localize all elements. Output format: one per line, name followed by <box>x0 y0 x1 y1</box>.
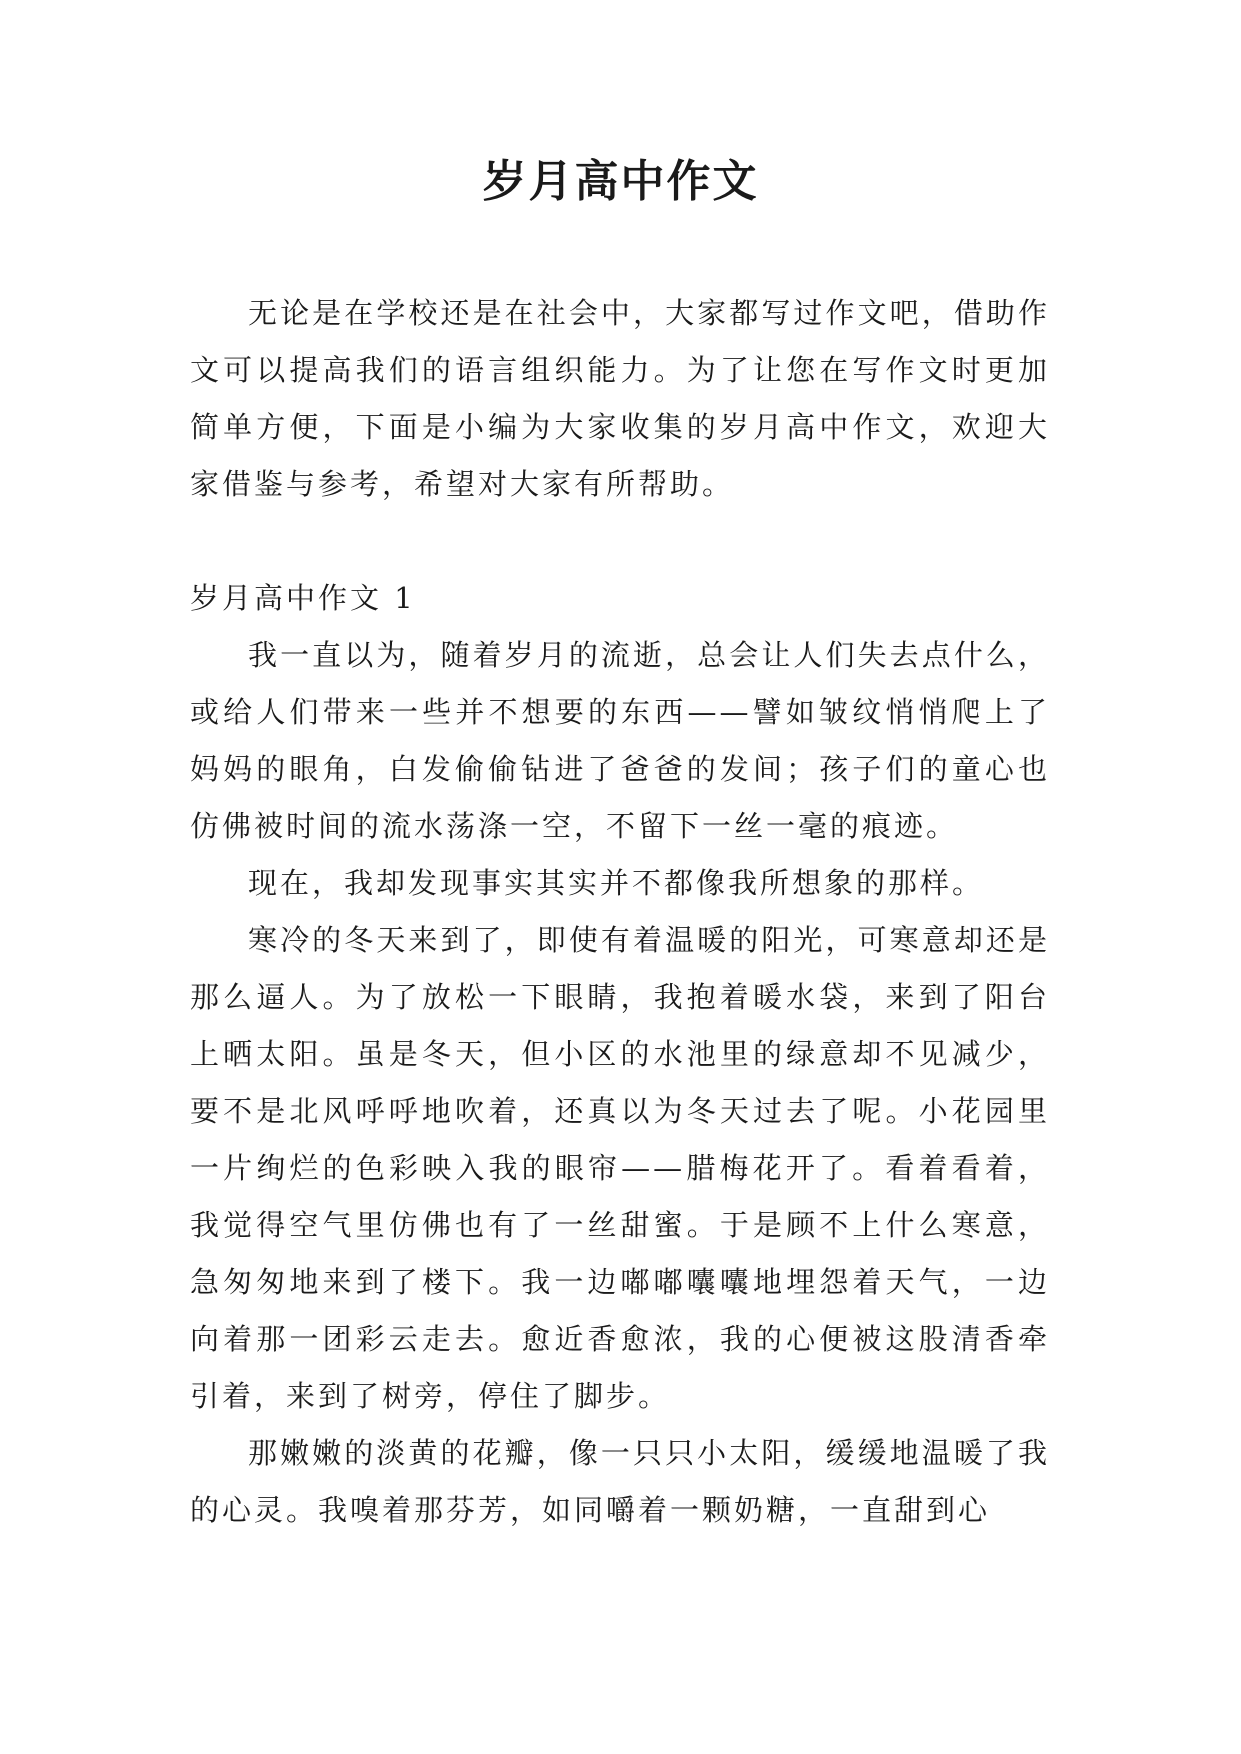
body-paragraph-3: 寒冷的冬天来到了，即使有着温暖的阳光，可寒意却还是那么逼人。为了放松一下眼睛，我抱着暖水袋，来到了阳台上晒太阳。虽是冬天，但小区的水池里的绿意却不见减少，要不是北风呼呼地吹着，还真以为冬天过去了呢。小花园里一片绚烂的色彩映入我的眼帘——腊梅花开了。看着看着，我觉得空气里仿佛也有了一丝甜蜜。于是顾不上什么寒意，急匆匆地来到了楼下。我一边嘟嘟囔囔地埋怨着天气，一边向着那一团彩云走去。愈近香愈浓，我的心便被这股清香牵引着，来到了树旁，停住了脚步。 <box>190 923 1050 1413</box>
intro-paragraph: 无论是在学校还是在社会中，大家都写过作文吧，借助作文可以提高我们的语言组织能力。为了让您在写作文时更加简单方便，下面是小编为大家收集的岁月高中作文，欢迎大家借鉴与参考，希望对大家有所帮助。 <box>190 296 1050 501</box>
document-title: 岁月高中作文 <box>482 156 759 207</box>
document-body <box>190 285 1050 1539</box>
section-heading: 岁月高中作文 1 <box>190 581 416 615</box>
body-paragraph-1: 我一直以为，随着岁月的流逝，总会让人们失去点什么，或给人们带来一些并不想要的东西——譬如皱纹悄悄爬上了妈妈的眼角，白发偷偷钻进了爸爸的发间；孩子们的童心也仿佛被时间的流水荡涤一空，不留下一丝一毫的痕迹。 <box>190 638 1050 843</box>
body-paragraph-2: 现在，我却发现事实其实并不都像我所想象的那样。 <box>248 866 985 900</box>
body-paragraph-4: 那嫩嫩的淡黄的花瓣，像一只只小太阳，缓缓地温暖了我的心灵。我嗅着那芬芳，如同嚼着一颗奶糖，一直甜到心 <box>190 1436 1050 1527</box>
